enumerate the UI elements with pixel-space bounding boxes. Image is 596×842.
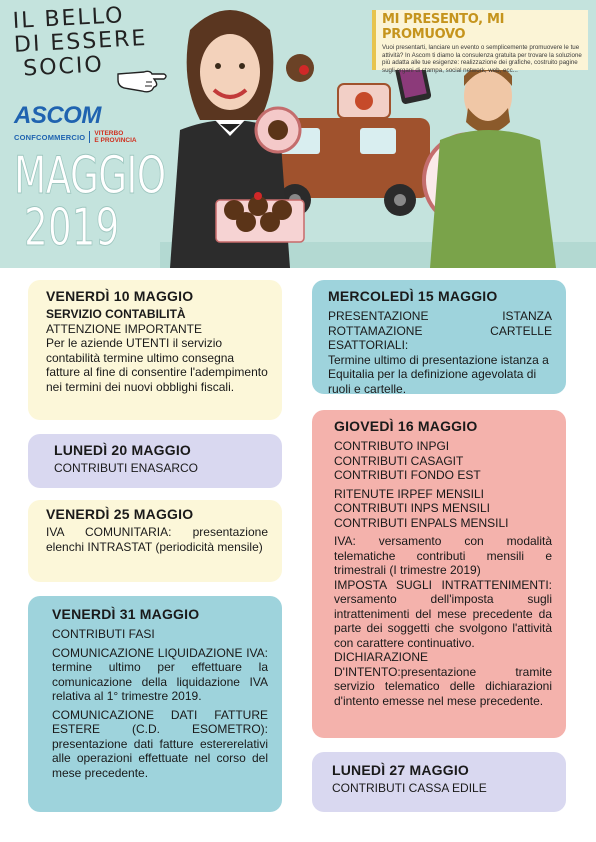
event-paragraph-1: COMUNICAZIONE LIQUIDAZIONE IVA: termine ultimo per effettuare la comunicazione della liquidazione IVA relativa al 1° trimestre 2019. [52, 645, 268, 703]
event-iva: IVA: versamento con modalità telematiche contributi mensili e trimestrali (I trimestre 2019) [334, 534, 552, 577]
event-date: VENERDÌ 25 MAGGIO [46, 506, 194, 522]
list-item: CONTRIBUTO INPGI [334, 439, 450, 453]
promo-title: MI PRESENTO, MI PROMUOVO [382, 12, 505, 42]
logo-wordmark: ASCOM [14, 102, 101, 129]
event-lunedi-20 [28, 434, 282, 488]
logo-province [94, 130, 136, 144]
month-title: MAGGIO [14, 146, 166, 206]
list-item: CONTRIBUTI INPS MENSILI [334, 501, 491, 515]
event-body: CONTRIBUTI CASSA EDILE [332, 781, 487, 795]
event-body: IVA COMUNITARIA: presentazione elenchi INTRASTAT (periodicità mensile) [46, 525, 268, 554]
event-body: CONTRIBUTI ENASARCO [54, 461, 199, 475]
event-venerdi-10 [28, 280, 282, 420]
list-item: CONTRIBUTI CASAGIT [334, 453, 464, 468]
list-item: CONTRIBUTI FONDO EST [334, 468, 481, 482]
event-imposta: IMPOSTA SUGLI INTRATTENIMENTI: versamento dell'imposta sugli intrattenimenti del mese precedente da parte dei soggetti che svolgono l'attività con carattere continuativo. [334, 577, 552, 650]
hand-title-line-2: DI ESSERE [13, 25, 148, 58]
event-date: VENERDÌ 10 MAGGIO [46, 288, 194, 304]
event-line: CONTRIBUTI FASI [52, 627, 155, 641]
event-date: GIOVEDÌ 16 MAGGIO [334, 418, 478, 434]
event-body: Termine ultimo di presentazione istanza a Equitalia per la definizione agevolata di ruoli e cartelle. [328, 352, 549, 396]
promo-box [372, 10, 588, 74]
event-paragraph-2: COMUNICAZIONE DATI FATTURE ESTERE (C.D. ESOMETRO): presentazione dati fatture estererelativi alle operazioni effettuate nel corso del mese precedente. [52, 707, 268, 780]
event-title: PRESENTAZIONE ISTANZA ROTTAMAZIONE CARTELLE ESATTORIALI: [328, 309, 552, 352]
logo-separator [89, 131, 90, 143]
event-lunedi-27 [312, 752, 566, 812]
ascom-logo [14, 104, 146, 144]
hand-title-line-1: IL BELLO [12, 3, 126, 34]
logo-confcommercio: CONFCOMMERCIO [14, 132, 86, 142]
event-date: LUNEDÌ 27 MAGGIO [332, 762, 469, 778]
pastry-tray-illustration [216, 192, 304, 242]
logo-province-1: VITERBO [94, 130, 124, 137]
event-body: Per le aziende UTENTI il servizio contabilità termine ultimo consegna fatture al fine di consentire l'adempimento nei termini dei nuovi obblighi fiscali. [46, 336, 268, 394]
event-dichiarazione: DICHIARAZIONE D'INTENTO:presentazione tramite servizio telematico delle dichiarazioni d'intento emesse nel mese precedente. [334, 650, 552, 708]
event-venerdi-25 [28, 500, 282, 582]
logo-province-2: E PROVINCIA [94, 137, 137, 144]
event-subtitle: ATTENZIONE IMPORTANTE [46, 321, 203, 336]
year-title: 2019 [24, 198, 120, 258]
event-date: MERCOLEDÌ 15 MAGGIO [328, 288, 498, 304]
event-mercoledi-15 [312, 280, 566, 394]
event-date: VENERDÌ 31 MAGGIO [52, 606, 200, 622]
list-item: CONTRIBUTI ENPALS MENSILI [334, 515, 509, 530]
event-date: LUNEDÌ 20 MAGGIO [54, 442, 191, 458]
hand-title-line-3: SOCIO [22, 52, 105, 82]
event-venerdi-31 [28, 596, 282, 812]
logo-subline [14, 130, 146, 144]
event-list-1 [334, 439, 552, 483]
list-item: RITENUTE IRPEF MENSILI [334, 486, 485, 501]
header-banner [0, 0, 596, 268]
promo-text: Vuoi presentarti, lanciare un evento o semplicemente promuovere le tue attività? In Ascom ti diamo la consulenza gratuita per trovare la soluzione più adatta alle tue esigenze: realizzazione dei grafiche, costruito pagine sugli organi di stampa, social network, web, ecc... [382, 44, 582, 74]
event-title: SERVIZIO CONTABILITÀ [46, 307, 186, 321]
event-giovedi-16 [312, 410, 566, 738]
event-list-2 [334, 487, 552, 531]
